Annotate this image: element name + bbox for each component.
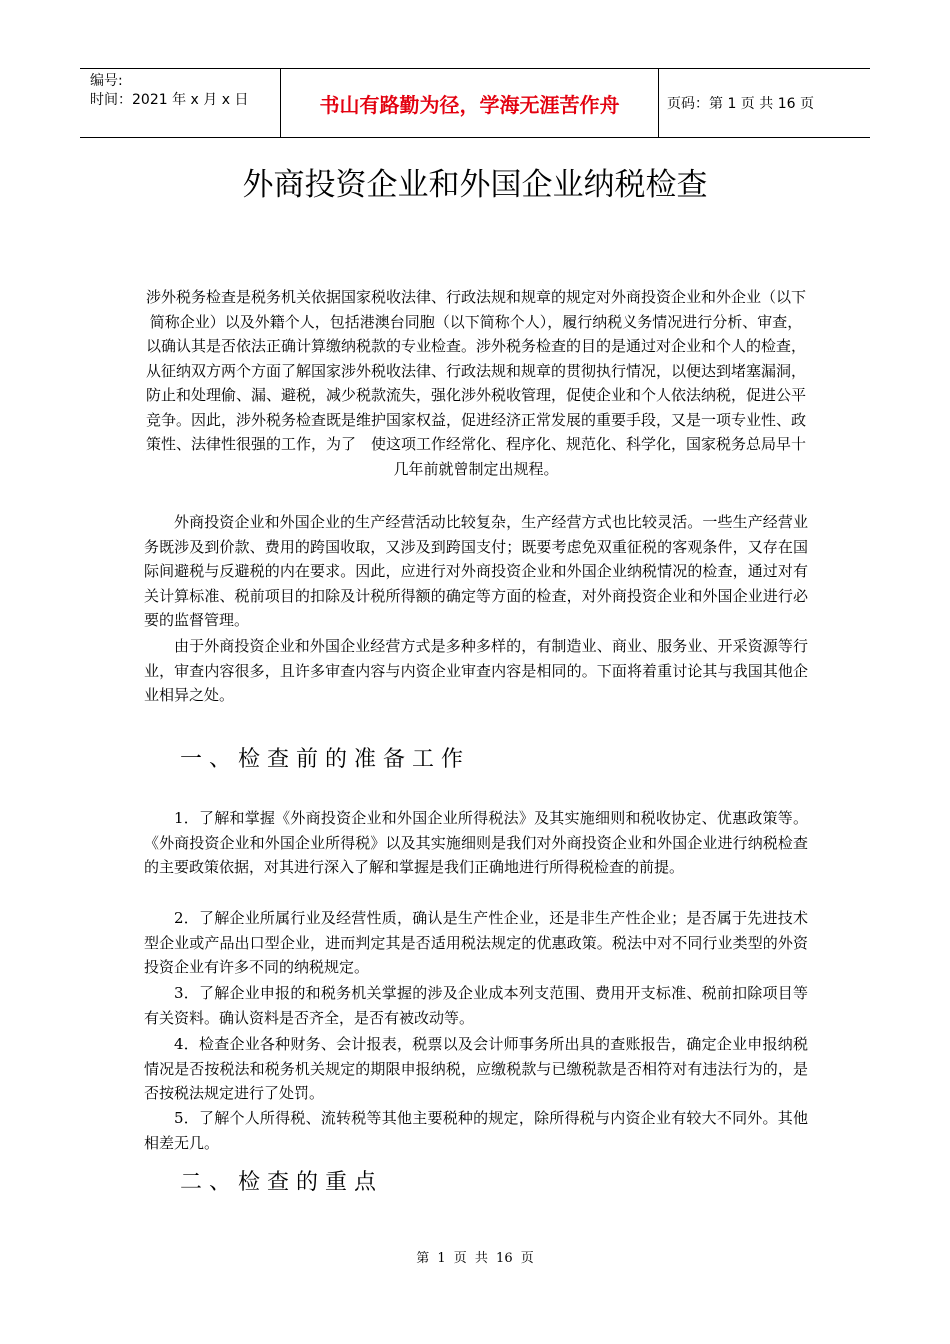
body-paragraph-3: 由于外商投资企业和外国企业经营方式是多种多样的，有制造业、商业、服务业、开采资源等行业，审查内容很多，且许多审查内容与内资企业审查内容是相同的。下面将着重讨论其与我国其他企业相异之处。 <box>144 637 808 704</box>
page-footer: 第 1 页 共 16 页 <box>416 1251 534 1266</box>
list-item: 3．了解企业申报的和税务机关掌握的涉及企业成本列支范围、费用开支标准、税前扣除项目等有关资料。确认资料是否齐全，是否有被改动等。 <box>144 984 808 1027</box>
section-heading-1: 一、检查前的准备工作 <box>180 747 471 772</box>
list-item: 4．检查企业各种财务、会计报表，税票以及会计师事务所出具的查账报告，确定企业申报纳税情况是否按税法和税务机关规定的期限申报纳税，应缴税款与已缴税款是否相符对有违法行为的，是否按税法规定进行了处罚。 <box>144 1035 808 1102</box>
header-table <box>80 68 870 138</box>
header-meta-cell <box>80 69 281 137</box>
list-item: 5．了解个人所得税、流转税等其他主要税种的规定，除所得税与内资企业有较大不同外。其他相差无几。 <box>144 1109 808 1152</box>
header-page-info: 页码：第 1 页 共 16 页 <box>667 96 814 112</box>
list-item: 1．了解和掌握《外商投资企业和外国企业所得税法》及其实施细则和税收协定、优惠政策等。《外商投资企业和外国企业所得税》以及其实施细则是我们对外商投资企业和外国企业进行纳税检查的主要政策依据，对其进行深入了解和掌握是我们正确地进行所得税检查的前提。 <box>144 809 808 876</box>
header-motto: 书山有路勤为径，学海无涯苦作舟 <box>281 69 659 137</box>
intro-paragraph: 涉外税务检查是税务机关依据国家税收法律、行政法规和规章的规定对外商投资企业和外企业（以下简称企业）以及外籍个人，包括港澳台同胞（以下简称个人），履行纳税义务情况进行分析、审查，以确认其是否依法正确计算缴纳税款的专业检查。涉外税务检查的目的是通过对企业和个人的检查，从征纳双方两个方面了解国家涉外税收法律、行政法规和规章的贯彻执行情况，以便达到堵塞漏洞，防止和处理偷、漏、避税，减少税款流失，强化涉外税收管理，促使企业和个人依法纳税，促进公平竞争。因此，涉外税务检查既是维护国家权益，促进经济正常发展的重要手段，又是一项专业性、政策性、法律性很强的工作，为了 使这项工作经常化、程序化、规范化、科学化，国家税务总局早十几年前就曾制定出规程。 <box>145 288 806 478</box>
body-paragraph-2: 外商投资企业和外国企业的生产经营活动比较复杂，生产经营方式也比较灵活。一些生产经营业务既涉及到价款、费用的跨国收取，又涉及到跨国支付；既要考虑免双重征税的客观条件，又存在国际间避税与反避税的内在要求。因此，应进行对外商投资企业和外国企业纳税情况的检查，通过对有关计算标准、税前项目的扣除及计税所得额的确定等方面的检查，对外商投资企业和外国企业进行必要的监督管理。 <box>144 513 808 629</box>
section-heading-2: 二、检查的重点 <box>180 1170 384 1195</box>
doc-number-label: 编号: <box>90 73 123 89</box>
document-title: 外商投资企业和外国企业纳税检查 <box>242 167 708 203</box>
doc-time-label: 时间：2021 年 x 月 x 日 <box>90 92 249 108</box>
list-item: 2．了解企业所属行业及经营性质，确认是生产性企业，还是非生产性企业；是否属于先进技术型企业或产品出口型企业，进而判定其是否适用税法规定的优惠政策。税法中对不同行业类型的外资投资企业有许多不同的纳税规定。 <box>144 909 808 976</box>
